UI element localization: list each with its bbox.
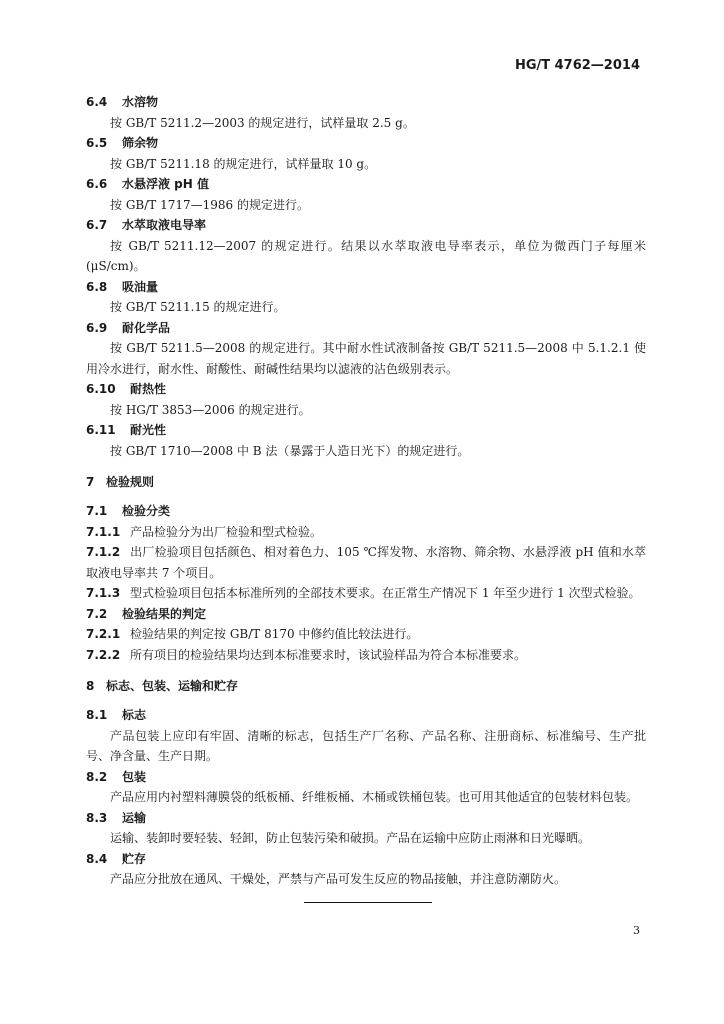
section-8-1-heading: [86, 705, 646, 726]
section-8-1-text: 产品包装上应印有牢固、清晰的标志，包括生产厂名称、产品名称、注册商标、标准编号、生产批号、净含量、生产日期。: [86, 728, 646, 763]
section-number: 6.10: [86, 382, 116, 396]
clause-number: 7.1.3: [86, 586, 121, 600]
section-title: 耐光性: [130, 423, 167, 437]
clause-text: 型式检验项目包括本标准所列的全部技术要求。在正常生产情况下 1 年至少进行 1 次型式检验。: [130, 586, 641, 600]
section-number: 6.8: [86, 279, 108, 294]
clause-text: 检验结果的判定按 GB/T 8170 中修约值比较法进行。: [130, 627, 419, 641]
clause-7-1-1: [86, 522, 646, 543]
section-title: 标志、包装、运输和贮存: [106, 679, 239, 693]
section-8-2-text: 产品应用内衬塑料薄膜袋的纸板桶、纤维板桶、木桶或铁桶包装。也可用其他适宜的包装材料包装。: [110, 790, 639, 804]
section-6-5-heading: [86, 133, 646, 154]
section-8-3-text: 运输、装卸时要轻装、轻卸，防止包装污染和破损。产品在运输中应防止雨淋和日光曝晒。: [110, 831, 591, 845]
section-title: 检验结果的判定: [122, 606, 207, 621]
section-number: 8.3: [86, 810, 108, 825]
section-6-5-text: 按 GB/T 5211.18 的规定进行，试样量取 10 g。: [110, 156, 377, 171]
section-8-heading: [86, 675, 646, 697]
section-6-6-text: 按 GB/T 1717—1986 的规定进行。: [110, 197, 309, 212]
clause-7-2-2: [86, 645, 646, 666]
section-8-3-heading: [86, 808, 646, 829]
section-title: 筛余物: [122, 136, 159, 150]
section-number: 7: [86, 475, 95, 489]
section-6-4-heading: [86, 92, 646, 113]
section-6-9-heading: [86, 318, 646, 339]
section-6-10-text: 按 HG/T 3853—2006 的规定进行。: [110, 402, 311, 417]
section-number: 6.6: [86, 177, 108, 191]
standard-number: HG/T 4762—2014: [514, 58, 640, 73]
section-7-2-heading: [86, 604, 646, 625]
clause-text: 产品检验分为出厂检验和型式检验。: [130, 524, 323, 539]
document-body: [86, 92, 646, 890]
section-number: 7.1: [86, 504, 108, 518]
section-title: 检验规则: [106, 475, 155, 489]
clause-number: 7.1.2: [86, 545, 121, 559]
section-number: 6.11: [86, 423, 116, 437]
section-6-10-heading: [86, 379, 646, 400]
page-number: 3: [633, 924, 640, 937]
section-number: 8.4: [86, 851, 108, 866]
section-title: 检验分类: [122, 504, 171, 518]
section-8-4-heading: [86, 849, 646, 870]
section-7-1-heading: [86, 501, 646, 522]
section-number: 7.2: [86, 606, 108, 621]
clause-number: 7.2.2: [86, 647, 121, 662]
section-6-9-text: 按 GB/T 5211.5—2008 的规定进行。其中耐水性试液制备按 GB/T 5211.5—2008 中 5.1.2.1 使用冷水进行，耐水性、耐酸性、耐碱性结果均以滤液的沾色级别表示。: [86, 341, 646, 376]
clause-text: 出厂检验项目包括颜色、相对着色力、105 ℃挥发物、水溶物、筛余物、水悬浮液 pH 值和水萃取液电导率共 7 个项目。: [86, 545, 646, 580]
section-6-7-heading: [86, 215, 646, 236]
clause-7-2-1: [86, 624, 646, 645]
section-number: 6.4: [86, 95, 108, 109]
section-title: 耐热性: [130, 382, 167, 396]
section-8-2-heading: [86, 767, 646, 788]
clause-7-1-2: [86, 542, 646, 583]
clause-number: 7.1.1: [86, 524, 121, 539]
section-6-6-heading: [86, 174, 646, 195]
section-6-11-heading: [86, 420, 646, 441]
section-6-8-text: 按 GB/T 5211.15 的规定进行。: [110, 300, 286, 314]
section-number: 6.5: [86, 136, 108, 150]
section-title: 耐化学品: [122, 320, 171, 335]
section-number: 8: [86, 679, 95, 693]
section-8-4-text: 产品应分批放在通风、干燥处，严禁与产品可发生反应的物品接触，并注意防潮防火。: [110, 872, 567, 886]
section-title: 贮存: [122, 851, 147, 866]
clause-text: 所有项目的检验结果均达到本标准要求时，该试验样品为符合本标准要求。: [130, 647, 527, 662]
section-number: 8.1: [86, 708, 108, 722]
section-title: 运输: [122, 810, 147, 825]
clause-7-1-3: [86, 583, 646, 604]
section-7-heading: [86, 471, 646, 493]
section-title: 水悬浮液 pH 值: [122, 177, 209, 191]
section-number: 8.2: [86, 769, 108, 784]
section-title: 吸油量: [122, 279, 159, 294]
section-6-7-text: 按 GB/T 5211.12—2007 的规定进行。结果以水萃取液电导率表示，单位为微西门子每厘米(μS/cm)。: [86, 238, 646, 273]
section-6-11-text: 按 GB/T 1710—2008 中 B 法（暴露于人造日光下）的规定进行。: [110, 443, 470, 458]
section-title: 包装: [122, 769, 147, 784]
section-title: 标志: [122, 708, 147, 722]
section-6-8-heading: [86, 277, 646, 298]
clause-number: 7.2.1: [86, 627, 121, 641]
section-6-4-text: 按 GB/T 5211.2—2003 的规定进行，试样量取 2.5 g。: [110, 115, 415, 130]
end-rule: [304, 902, 432, 903]
section-number: 6.9: [86, 320, 108, 335]
section-title: 水萃取液电导率: [122, 218, 207, 232]
section-number: 6.7: [86, 218, 108, 232]
section-title: 水溶物: [122, 95, 159, 109]
